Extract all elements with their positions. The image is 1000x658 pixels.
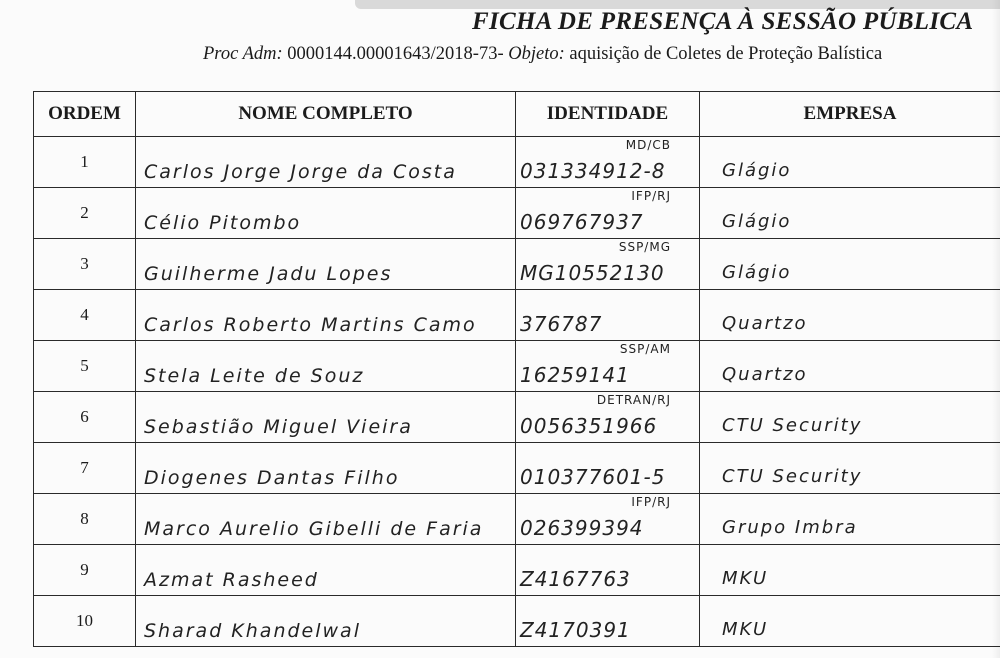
- table-row: [34, 137, 1000, 188]
- nome-cell: [136, 239, 516, 290]
- identidade-cell: [516, 290, 700, 341]
- identidade-cell: [516, 137, 700, 188]
- handwritten-issuer: SSP/AM: [619, 342, 671, 356]
- nome-cell: [136, 392, 516, 443]
- handwritten-company: Quartzo: [722, 364, 808, 385]
- table-row: [34, 188, 1000, 239]
- handwritten-issuer: IFP/RJ: [631, 189, 671, 203]
- handwritten-issuer: IFP/RJ: [631, 495, 671, 509]
- table-row: [34, 545, 1000, 596]
- proc-number: 0000144.00001643/2018-73-: [287, 44, 504, 64]
- document-subtitle: [203, 44, 882, 65]
- table-row: [34, 392, 1000, 443]
- handwritten-company: CTU Security: [722, 415, 863, 436]
- handwritten-id-number: 031334912-8: [520, 159, 666, 183]
- ordem-cell: 2: [34, 188, 136, 239]
- handwritten-company: Quartzo: [722, 313, 808, 334]
- handwritten-id-number: 026399394: [520, 516, 644, 540]
- proc-label: Proc Adm:: [203, 44, 283, 64]
- objeto-label: Objeto:: [508, 44, 565, 64]
- empresa-cell: [700, 188, 1000, 239]
- handwritten-name: Sharad Khandelwal: [144, 620, 361, 642]
- handwritten-company: CTU Security: [722, 466, 863, 487]
- table-row: [34, 596, 1000, 647]
- identidade-cell: [516, 545, 700, 596]
- nome-cell: [136, 341, 516, 392]
- handwritten-name: Carlos Jorge Jorge da Costa: [144, 161, 457, 183]
- column-header-empresa: EMPRESA: [700, 92, 1000, 137]
- objeto-text: aquisição de Coletes de Proteção Balística: [569, 44, 883, 64]
- handwritten-name: Célio Pitombo: [144, 212, 302, 234]
- attendance-table: [33, 91, 1000, 647]
- empresa-cell: [700, 137, 1000, 188]
- handwritten-name: Diogenes Dantas Filho: [144, 467, 400, 489]
- table-body: [34, 137, 1000, 647]
- identidade-cell: [516, 392, 700, 443]
- empresa-cell: [700, 545, 1000, 596]
- empresa-cell: [700, 494, 1000, 545]
- identidade-cell: [516, 239, 700, 290]
- table-row: [34, 494, 1000, 545]
- identidade-cell: [516, 596, 700, 647]
- nome-cell: [136, 137, 516, 188]
- identidade-cell: [516, 188, 700, 239]
- table-row: [34, 341, 1000, 392]
- identidade-cell: [516, 443, 700, 494]
- table-row: [34, 290, 1000, 341]
- handwritten-id-number: 069767937: [520, 210, 644, 234]
- nome-cell: [136, 443, 516, 494]
- table-header-row: [34, 92, 1000, 137]
- empresa-cell: [700, 239, 1000, 290]
- empresa-cell: [700, 341, 1000, 392]
- empresa-cell: [700, 596, 1000, 647]
- handwritten-id-number: MG10552130: [520, 261, 665, 285]
- handwritten-company: Glágio: [722, 211, 792, 232]
- ordem-cell: 9: [34, 545, 136, 596]
- handwritten-name: Stela Leite de Souz: [144, 365, 365, 387]
- empresa-cell: [700, 392, 1000, 443]
- table-row: [34, 443, 1000, 494]
- handwritten-name: Azmat Rasheed: [144, 569, 319, 591]
- nome-cell: [136, 290, 516, 341]
- nome-cell: [136, 188, 516, 239]
- handwritten-issuer: MD/CB: [625, 138, 671, 152]
- empresa-cell: [700, 443, 1000, 494]
- ordem-cell: 3: [34, 239, 136, 290]
- table-row: [34, 239, 1000, 290]
- handwritten-id-number: 010377601-5: [520, 465, 666, 489]
- column-header-nome: NOME COMPLETO: [136, 92, 516, 137]
- column-header-ordem: ORDEM: [34, 92, 136, 137]
- handwritten-id-number: 16259141: [520, 363, 630, 387]
- identidade-cell: [516, 341, 700, 392]
- identidade-cell: [516, 494, 700, 545]
- handwritten-issuer: SSP/MG: [618, 240, 671, 254]
- document-title: FICHA DE PRESENÇA À SESSÃO PÚBLICA: [472, 8, 974, 35]
- handwritten-id-number: 376787: [520, 312, 603, 336]
- handwritten-company: MKU: [722, 619, 769, 640]
- ordem-cell: 8: [34, 494, 136, 545]
- nome-cell: [136, 494, 516, 545]
- handwritten-name: Sebastião Miguel Vieira: [144, 416, 413, 438]
- page-edge-shadow: [992, 0, 1000, 658]
- ordem-cell: 5: [34, 341, 136, 392]
- handwritten-name: Marco Aurelio Gibelli de Faria: [144, 518, 484, 540]
- ordem-cell: 1: [34, 137, 136, 188]
- handwritten-name: Carlos Roberto Martins Camo: [144, 314, 477, 336]
- handwritten-company: MKU: [722, 568, 769, 589]
- handwritten-name: Guilherme Jadu Lopes: [144, 263, 393, 285]
- handwritten-company: Glágio: [722, 160, 792, 181]
- handwritten-id-number: 0056351966: [520, 414, 658, 438]
- handwritten-issuer: DETRAN/RJ: [596, 393, 671, 407]
- ordem-cell: 7: [34, 443, 136, 494]
- handwritten-id-number: Z4170391: [520, 618, 631, 642]
- handwritten-company: Glágio: [722, 262, 792, 283]
- handwritten-id-number: Z4167763: [520, 567, 631, 591]
- handwritten-company: Grupo Imbra: [722, 517, 858, 538]
- ordem-cell: 10: [34, 596, 136, 647]
- ordem-cell: 4: [34, 290, 136, 341]
- column-header-identidade: IDENTIDADE: [516, 92, 700, 137]
- nome-cell: [136, 596, 516, 647]
- ordem-cell: 6: [34, 392, 136, 443]
- empresa-cell: [700, 290, 1000, 341]
- nome-cell: [136, 545, 516, 596]
